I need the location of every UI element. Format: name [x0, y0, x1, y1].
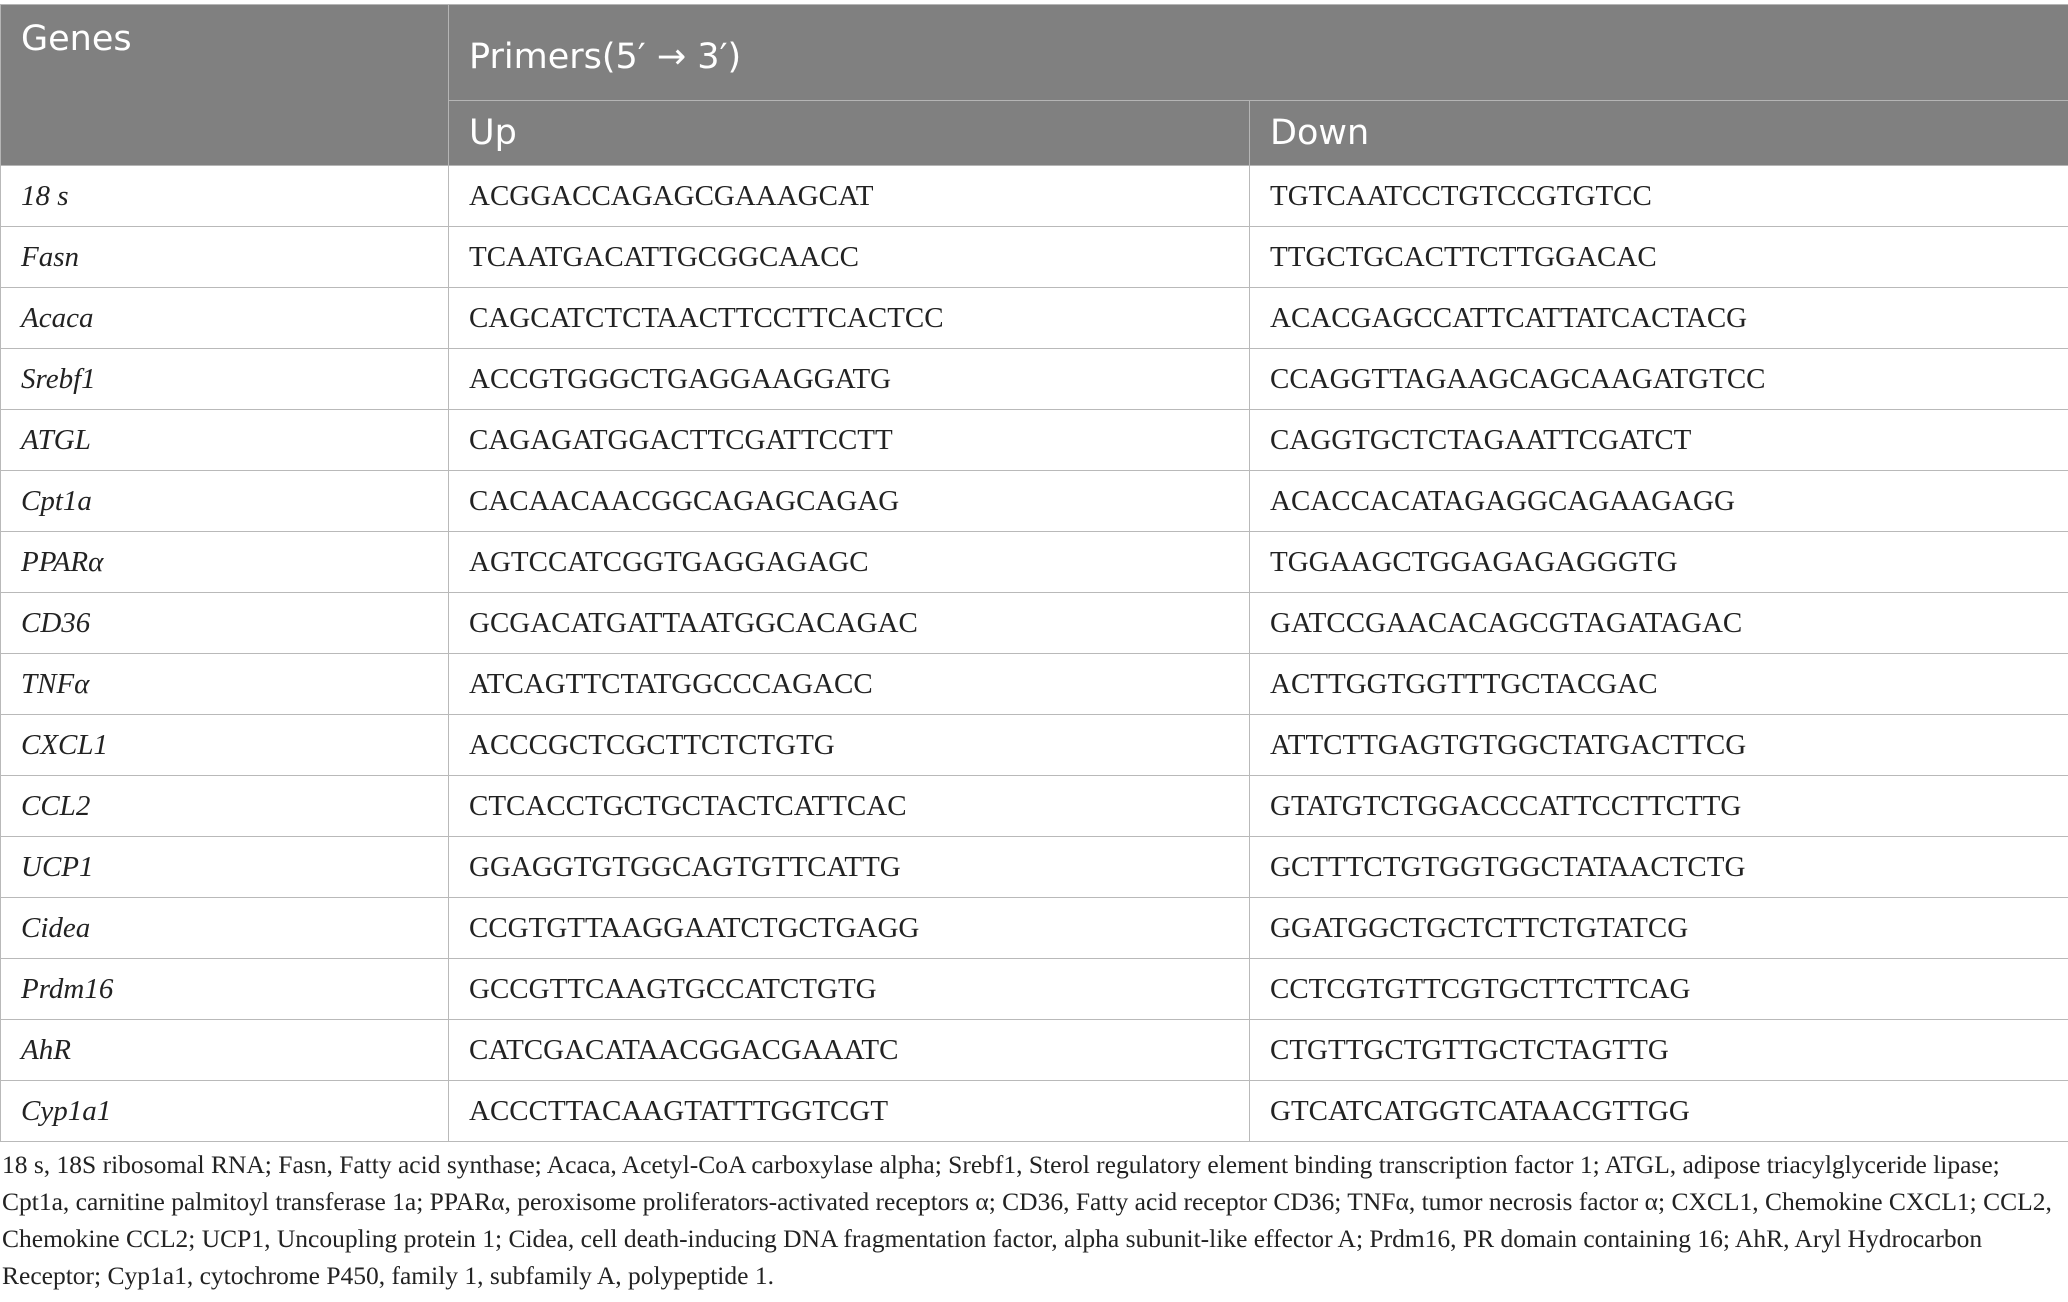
- gene-cell: ATGL: [1, 410, 449, 471]
- primer-up-cell: ACCCTTACAAGTATTTGGTCGT: [449, 1081, 1250, 1142]
- gene-cell: Fasn: [1, 227, 449, 288]
- gene-cell: Prdm16: [1, 959, 449, 1020]
- primer-up-cell: CATCGACATAACGGACGAAATC: [449, 1020, 1250, 1081]
- primer-up-cell: CCGTGTTAAGGAATCTGCTGAGG: [449, 898, 1250, 959]
- table-row: [1, 410, 2068, 471]
- table-row: [1, 288, 2068, 349]
- primer-up-cell: ACCCGCTCGCTTCTCTGTG: [449, 715, 1250, 776]
- table-row: [1, 471, 2068, 532]
- table-body: [1, 166, 2068, 1142]
- primer-up-cell: CTCACCTGCTGCTACTCATTCAC: [449, 776, 1250, 837]
- gene-cell: Acaca: [1, 288, 449, 349]
- gene-cell: TNFα: [1, 654, 449, 715]
- gene-cell: AhR: [1, 1020, 449, 1081]
- primer-down-cell: CCTCGTGTTCGTGCTTCTTCAG: [1250, 959, 2068, 1020]
- primer-down-cell: ATTCTTGAGTGTGGCTATGACTTCG: [1250, 715, 2068, 776]
- primer-up-cell: GCCGTTCAAGTGCCATCTGTG: [449, 959, 1250, 1020]
- primer-down-cell: TGGAAGCTGGAGAGAGGGTG: [1250, 532, 2068, 593]
- table-row: [1, 227, 2068, 288]
- gene-cell: 18 s: [1, 166, 449, 227]
- primer-up-cell: ACGGACCAGAGCGAAAGCAT: [449, 166, 1250, 227]
- table-row: [1, 166, 2068, 227]
- primer-up-cell: GGAGGTGTGGCAGTGTTCATTG: [449, 837, 1250, 898]
- header-down: Down: [1250, 100, 2068, 165]
- gene-cell: Srebf1: [1, 349, 449, 410]
- header-up: Up: [449, 100, 1250, 165]
- gene-cell: Cpt1a: [1, 471, 449, 532]
- header-genes: Genes: [1, 5, 449, 166]
- primer-down-cell: ACACGAGCCATTCATTATCACTACG: [1250, 288, 2068, 349]
- primer-down-cell: GCTTTCTGTGGTGGCTATAACTCTG: [1250, 837, 2068, 898]
- primer-down-cell: GTATGTCTGGACCCATTCCTTCTTG: [1250, 776, 2068, 837]
- header-primers: Primers(5′ → 3′): [449, 5, 2068, 101]
- primer-down-cell: CAGGTGCTCTAGAATTCGATCT: [1250, 410, 2068, 471]
- primer-down-cell: CTGTTGCTGTTGCTCTAGTTG: [1250, 1020, 2068, 1081]
- primer-up-cell: GCGACATGATTAATGGCACAGAC: [449, 593, 1250, 654]
- primer-down-cell: GGATGGCTGCTCTTCTGTATCG: [1250, 898, 2068, 959]
- gene-cell: CXCL1: [1, 715, 449, 776]
- table-row: [1, 349, 2068, 410]
- gene-cell: CCL2: [1, 776, 449, 837]
- gene-cell: UCP1: [1, 837, 449, 898]
- table-row: [1, 593, 2068, 654]
- primer-down-cell: TTGCTGCACTTCTTGGACAC: [1250, 227, 2068, 288]
- gene-cell: CD36: [1, 593, 449, 654]
- primer-up-cell: ATCAGTTCTATGGCCCAGACC: [449, 654, 1250, 715]
- primer-down-cell: GATCCGAACACAGCGTAGATAGAC: [1250, 593, 2068, 654]
- primer-up-cell: ACCGTGGGCTGAGGAAGGATG: [449, 349, 1250, 410]
- table-row: [1, 1020, 2068, 1081]
- table-header: [1, 5, 2068, 166]
- primer-up-cell: AGTCCATCGGTGAGGAGAGC: [449, 532, 1250, 593]
- primer-down-cell: GTCATCATGGTCATAACGTTGG: [1250, 1081, 2068, 1142]
- primer-table-container: [0, 4, 2068, 1142]
- table-row: [1, 837, 2068, 898]
- table-footnote: 18 s, 18S ribosomal RNA; Fasn, Fatty acid synthase; Acaca, Acetyl-CoA carboxylase alpha; Srebf1, Sterol regulatory element binding transcription factor 1; ATGL, adipose triacylglyceride lipase; Cpt1a, carnitine palmitoyl transferase 1a; PPARα, peroxisome proliferators-activated receptors α; CD36, Fatty acid receptor CD36; TNFα, tumor necrosis factor α; CXCL1, Chemokine CXCL1; CCL2, Chemokine CCL2; UCP1, Uncoupling protein 1; Cidea, cell death-inducing DNA fragmentation factor, alpha subunit-like effector A; Prdm16, PR domain containing 16; AhR, Aryl Hydrocarbon Receptor; Cyp1a1, cytochrome P450, family 1, subfamily A, polypeptide 1.: [2, 1150, 2052, 1290]
- gene-cell: Cyp1a1: [1, 1081, 449, 1142]
- table-row: [1, 532, 2068, 593]
- primer-down-cell: ACACCACATAGAGGCAGAAGAGG: [1250, 471, 2068, 532]
- table-row: [1, 898, 2068, 959]
- primer-up-cell: CACAACAACGGCAGAGCAGAG: [449, 471, 1250, 532]
- primer-up-cell: TCAATGACATTGCGGCAACC: [449, 227, 1250, 288]
- table-row: [1, 776, 2068, 837]
- table-row: [1, 959, 2068, 1020]
- gene-cell: Cidea: [1, 898, 449, 959]
- primer-table: [0, 4, 2068, 1142]
- table-row: [1, 654, 2068, 715]
- gene-cell: PPARα: [1, 532, 449, 593]
- primer-down-cell: TGTCAATCCTGTCCGTGTCC: [1250, 166, 2068, 227]
- primer-up-cell: CAGAGATGGACTTCGATTCCTT: [449, 410, 1250, 471]
- primer-down-cell: CCAGGTTAGAAGCAGCAAGATGTCC: [1250, 349, 2068, 410]
- primer-up-cell: CAGCATCTCTAACTTCCTTCACTCC: [449, 288, 1250, 349]
- primer-down-cell: ACTTGGTGGTTTGCTACGAC: [1250, 654, 2068, 715]
- table-row: [1, 715, 2068, 776]
- table-row: [1, 1081, 2068, 1142]
